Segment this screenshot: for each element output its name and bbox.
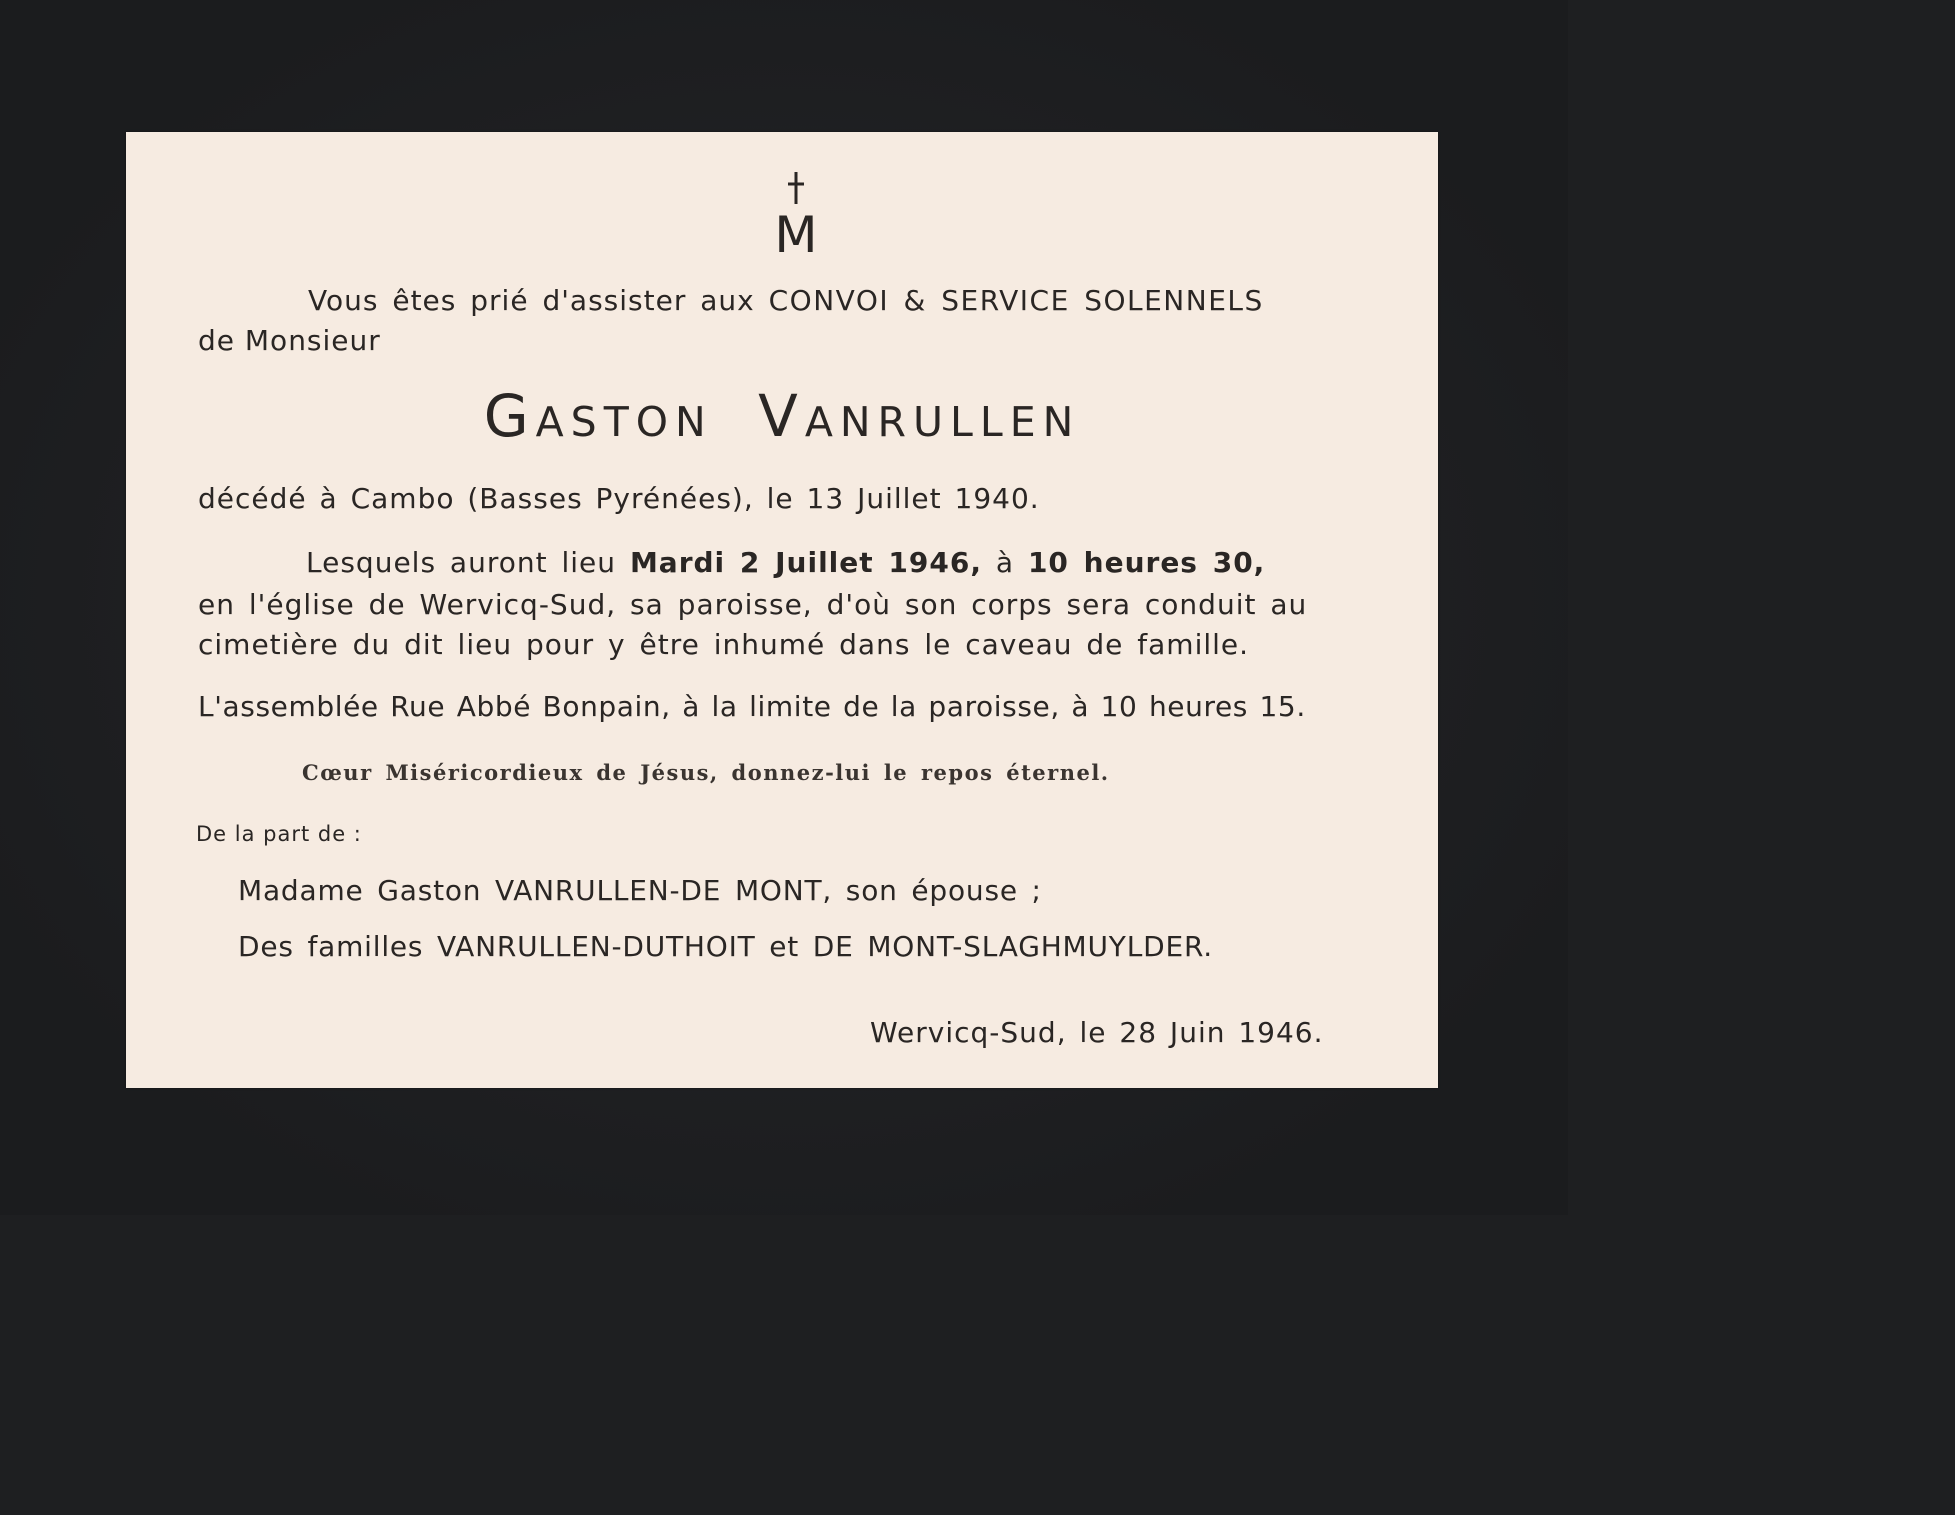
service-time: 10 heures 30, bbox=[1027, 546, 1266, 579]
cross-monogram-icon bbox=[756, 170, 836, 256]
assembly-line: L'assemblée Rue Abbé Bonpain, à la limite de la paroisse, à 10 heures 15. bbox=[198, 690, 1306, 723]
service-line-2: en l'église de Wervicq-Sud, sa paroisse, d'où son corps sera conduit au bbox=[198, 588, 1308, 621]
service-middle: à bbox=[981, 546, 1028, 579]
funeral-notice-card bbox=[126, 132, 1438, 1088]
from-label: De la part de : bbox=[196, 822, 362, 846]
deceased-name bbox=[126, 382, 1438, 450]
service-date: Mardi 2 Juillet 1946, bbox=[629, 546, 982, 579]
from-wife: Madame Gaston VANRULLEN-DE MONT, son épouse ; bbox=[238, 874, 1042, 907]
death-details: décédé à Cambo (Basses Pyrénées), le 13 Juillet 1940. bbox=[198, 482, 1040, 515]
invitation-line-2: de Monsieur bbox=[198, 324, 381, 357]
service-line-3: cimetière du dit lieu pour y être inhumé dans le caveau de famille. bbox=[198, 628, 1250, 661]
deceased-last-name: Vanrullen bbox=[758, 382, 1081, 450]
from-families: Des familles VANRULLEN-DUTHOIT et DE MONT-SLAGHMUYLDER. bbox=[238, 930, 1213, 963]
deceased-first-name: Gaston bbox=[483, 382, 713, 450]
prayer-line: Cœur Miséricordieux de Jésus, donnez-lui le repos éternel. bbox=[302, 760, 1110, 785]
invitation-caps: CONVOI & SERVICE SOLENNELS bbox=[768, 284, 1264, 317]
place-date: Wervicq-Sud, le 28 Juin 1946. bbox=[870, 1016, 1324, 1049]
svg-text:M: M bbox=[774, 206, 818, 256]
service-line-1 bbox=[306, 546, 1265, 579]
invitation-line-1 bbox=[308, 284, 1264, 317]
invitation-prefix: Vous êtes prié d'assister aux bbox=[308, 284, 769, 317]
service-prefix: Lesquels auront lieu bbox=[306, 546, 630, 579]
